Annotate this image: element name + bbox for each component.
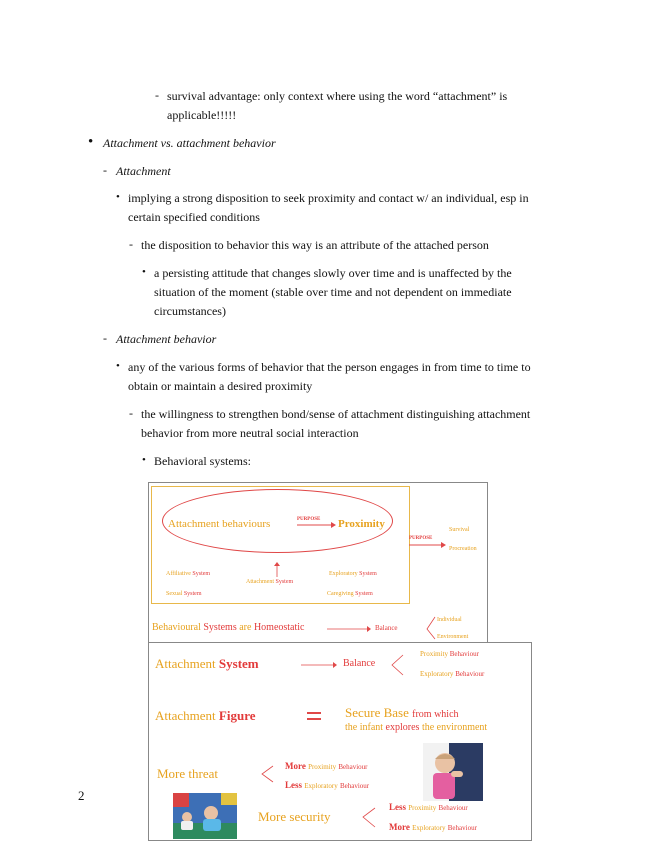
infants-playing-photo (173, 793, 237, 839)
proximity-behaviour: Proximity Behaviour (420, 650, 479, 658)
survival-label: Survival (449, 527, 470, 533)
balance-label: Balance (375, 624, 398, 632)
more-proximity: More Proximity Behaviour (285, 761, 368, 771)
less-exploratory: Less Exploratory Behaviour (285, 780, 370, 790)
bullet-marker: • (116, 191, 120, 203)
bullet-marker: • (88, 134, 94, 150)
infant-explores-line: the infant explores the environment (345, 722, 488, 733)
outline-line: the disposition to behavior this way is an attribute of the attached person (141, 238, 489, 252)
outline-line: a persisting attitude that changes slowly over time and is unaffected by the (154, 266, 512, 280)
purpose-label-2: PURPOSE (409, 536, 433, 541)
outline-line: behavior from more neutral social interaction (141, 426, 359, 440)
outline-heading: Attachment vs. attachment behavior (103, 136, 276, 150)
procreation-label: Procreation (449, 546, 477, 552)
environment-label: Environment (437, 634, 469, 640)
attachment-system-title: Attachment System (155, 656, 259, 671)
affiliative-system: Affiliative System (166, 571, 211, 577)
outline-line: applicable!!!!! (167, 108, 237, 122)
less-proximity: Less Proximity Behaviour (389, 802, 468, 812)
homeostatic-statement: Behavioural Systems are Homeostatic (152, 622, 305, 633)
bullet-marker: • (142, 454, 146, 466)
dash-marker: - (103, 163, 107, 177)
dash-marker: - (155, 88, 159, 102)
more-threat-label: More threat (157, 766, 219, 781)
outline-line: circumstances) (154, 304, 226, 318)
sexual-system: Sexual System (166, 591, 202, 597)
individual-label: Individual (437, 617, 462, 623)
secure-base-line: Secure Base from which (345, 705, 459, 720)
dash-marker: - (103, 331, 107, 345)
more-exploratory: More Exploratory Behaviour (389, 822, 477, 832)
attachment-system: Attachment System (246, 579, 294, 585)
exploratory-system: Exploratory System (329, 571, 377, 577)
outline-line: implying a strong disposition to seek proximity and contact w/ an individual, esp in (128, 191, 529, 205)
outline-subheading: Attachment (116, 164, 171, 178)
behavioral-systems-diagram (148, 482, 488, 644)
page-number: 2 (78, 788, 85, 803)
child-clinging-photo (423, 743, 483, 801)
dash-marker: - (129, 237, 133, 251)
outline-line: survival advantage: only context where using the word “attachment” is (167, 89, 508, 103)
caregiving-system: Caregiving System (327, 591, 373, 597)
bullet-marker: • (116, 360, 120, 372)
balance-label-2: Balance (343, 658, 376, 669)
dash-marker: - (129, 406, 133, 420)
more-security-label: More security (258, 809, 331, 824)
purpose-label: PURPOSE (297, 517, 321, 522)
outline-line: Behavioral systems: (154, 454, 251, 468)
attachment-system-diagram (148, 642, 532, 841)
outline-line: situation of the moment (stable over time and not dependent on immediate (154, 285, 512, 299)
outline-line: the willingness to strengthen bond/sense of attachment distinguishing attachment (141, 407, 531, 421)
outline-subheading: Attachment behavior (116, 332, 217, 346)
attachment-behaviours-label: Attachment behaviours (168, 518, 271, 530)
bullet-marker: • (142, 266, 146, 278)
outline-line: obtain or maintain a desired proximity (128, 379, 313, 393)
exploratory-behaviour: Exploratory Behaviour (420, 670, 485, 678)
attachment-figure-title: Attachment Figure (155, 708, 256, 723)
outline-line: any of the various forms of behavior that the person engages in from time to time to (128, 360, 531, 374)
proximity-label: Proximity (338, 518, 385, 530)
outline-line: certain specified conditions (128, 210, 260, 224)
